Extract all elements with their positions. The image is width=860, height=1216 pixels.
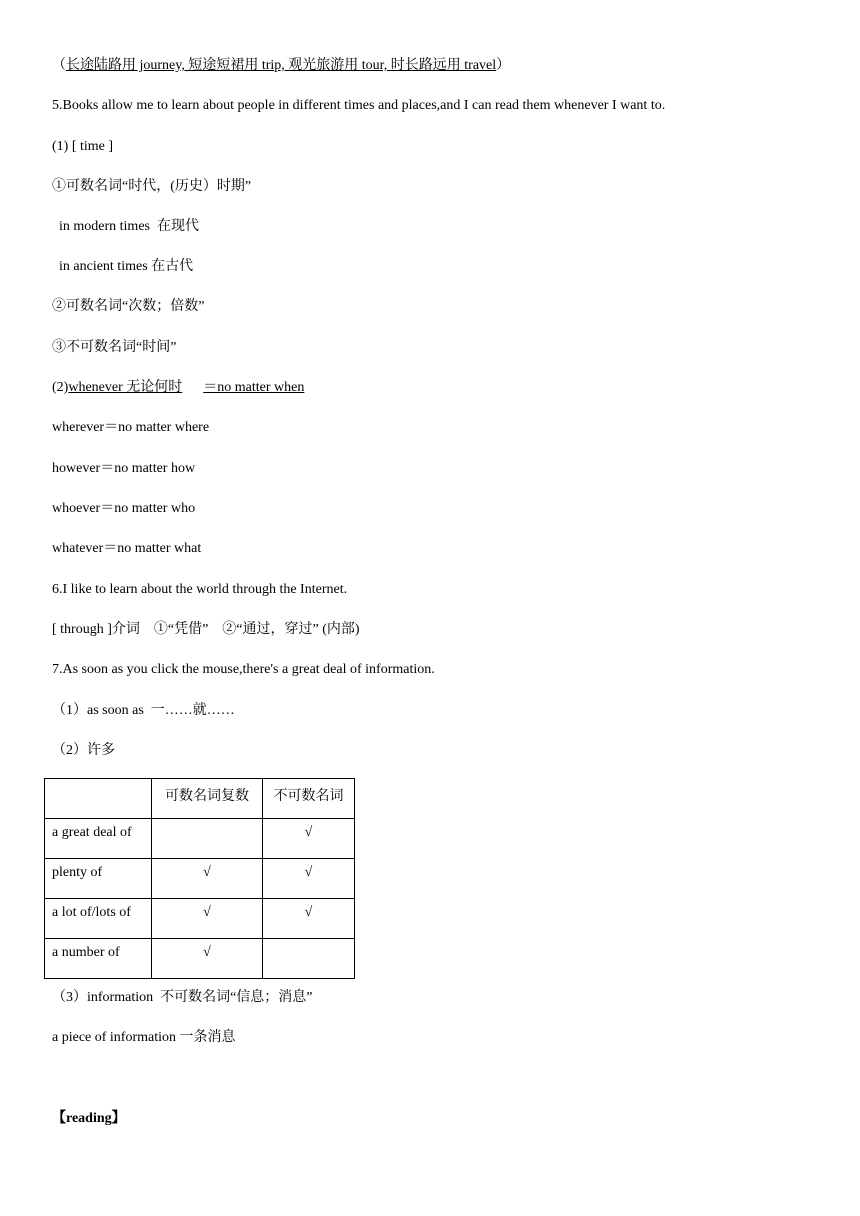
note-line [52, 57, 510, 75]
as-soon-as-line: （1）as soon as 一……就…… [52, 703, 235, 718]
table-cell: √ [152, 939, 263, 979]
whoever-line: whoever＝no matter who [52, 501, 196, 516]
piece-of-information-line: a piece of information 一条消息 [52, 1030, 236, 1045]
whenever-prefix: (2) [52, 380, 69, 395]
table-cell [263, 939, 355, 979]
sentence-5: 5.Books allow me to learn about people in different times and places,and I can read them whenever I want to. [52, 98, 666, 113]
through-line: [ through ]介词 ①“凭借” ②“通过，穿过” (内部) [52, 622, 360, 637]
note-underlined: 长途陆路用 journey, 短途短裙用 trip, 观光旅游用 tour, 时长路远用 travel [66, 58, 497, 73]
many-line: （2）许多 [52, 743, 115, 758]
point-time-heading: (1) [ time ] [52, 139, 114, 154]
paren-open: （ [52, 58, 66, 73]
table-row [45, 899, 355, 939]
table-cell: a great deal of [45, 819, 152, 859]
time-meaning-2: ②可数名词“次数；倍数” [52, 299, 205, 314]
time-meaning-1: ①可数名词“时代，(历史）时期” [52, 179, 252, 194]
table-cell: √ [152, 859, 263, 899]
whenever-gap [182, 380, 203, 395]
sentence-6: 6.I like to learn about the world through the Internet. [52, 582, 348, 597]
time-meaning-3: ③不可数名词“时间” [52, 340, 177, 355]
wherever-line: wherever＝no matter where [52, 420, 210, 435]
quantifier-table [44, 778, 355, 979]
table-header-cell: 不可数名词 [263, 779, 355, 819]
table-cell: √ [152, 899, 263, 939]
paren-close: ） [496, 58, 511, 73]
table-row [45, 819, 355, 859]
example-ancient-times: in ancient times 在古代 [52, 259, 194, 274]
whenever-word: whenever 无论何时 [68, 380, 183, 395]
whatever-line: whatever＝no matter what [52, 541, 202, 556]
table-cell: √ [263, 819, 355, 859]
table-cell: a lot of/lots of [45, 899, 152, 939]
table-row [45, 939, 355, 979]
table-cell: a number of [45, 939, 152, 979]
information-line: （3）information 不可数名词“信息；消息” [52, 990, 313, 1005]
table-cell: plenty of [45, 859, 152, 899]
however-line: however＝no matter how [52, 461, 196, 476]
table-header-row [45, 779, 355, 819]
whenever-equiv: ＝no matter when [203, 380, 305, 395]
table-cell [152, 819, 263, 859]
table-header-cell: 可数名词复数 [152, 779, 263, 819]
reading-heading: 【reading】 [52, 1111, 126, 1126]
example-modern-times: in modern times 在现代 [52, 219, 199, 234]
table-header-cell [45, 779, 152, 819]
table-cell: √ [263, 899, 355, 939]
table-cell: √ [263, 859, 355, 899]
sentence-7: 7.As soon as you click the mouse,there's a great deal of information. [52, 662, 435, 677]
table-row [45, 859, 355, 899]
whenever-line [52, 379, 304, 397]
